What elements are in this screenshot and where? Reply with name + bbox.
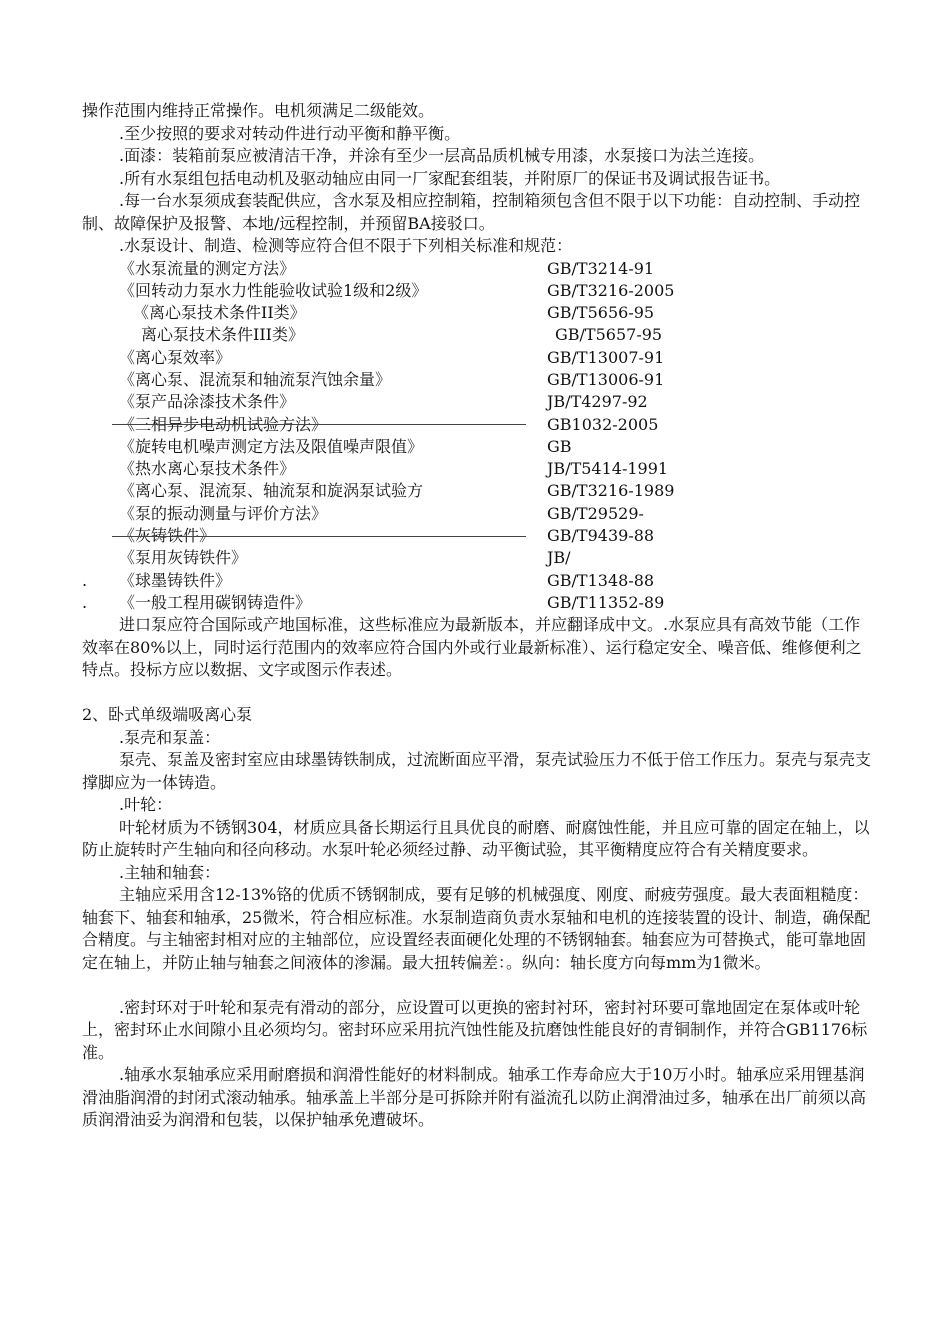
table-rule-line — [112, 536, 526, 537]
standard-marker — [82, 547, 119, 569]
standard-code: GB/T11352-89 — [547, 592, 665, 612]
standard-marker — [82, 347, 119, 369]
standard-name: 《旋转电机噪声测定方法及限值噪声限值》 — [119, 436, 424, 456]
spacer — [82, 682, 872, 705]
standard-marker — [82, 458, 119, 480]
standard-row — [82, 547, 872, 569]
standard-code: GB/T29529- — [547, 503, 644, 523]
intro-paragraph-1: 操作范围内维持正常操作。电机须满足二级能效。 — [82, 101, 435, 120]
standard-code: JB/T4297-92 — [547, 392, 648, 412]
section-title: 2、卧式单级端吸离心泵 — [82, 705, 253, 725]
standard-row — [82, 592, 872, 614]
standard-marker — [82, 480, 119, 502]
standard-marker: . — [82, 570, 88, 590]
bearing-paragraph: .轴承水泵轴承应采用耐磨损和润滑性能好的材料制成。轴承工作寿命应大于10万小时。轴承应采用锂基润滑油脂润滑的封闭式滚动轴承。轴承盖上半部分是可拆除并附有溢流孔以防止润滑油过多，轴承在出厂前须以高质润滑油妥为润滑和包装，以保护轴承免遭破坏。 — [82, 1065, 867, 1130]
standard-row — [82, 391, 872, 413]
standard-name: 《水泵流量的测定方法》 — [119, 258, 296, 278]
standard-code: JB/T5414-1991 — [547, 459, 669, 479]
standard-code: GB/T13006-91 — [547, 369, 665, 389]
standard-name: 离心泵技术条件III类》 — [141, 325, 304, 345]
standard-name: 《回转动力泵水力性能验收试验1级和2级》 — [119, 280, 428, 300]
standard-code: GB1032-2005 — [547, 414, 659, 434]
shaft-heading: .主轴和轴套： — [119, 862, 221, 882]
standard-name: 《离心泵技术条件II类》 — [133, 303, 306, 323]
intro-paragraph-5: .每一台水泵须成套装配供应，含水泵及相应控制箱，控制箱须包含但不限于以下功能：自动控制、手动控制、故障保护及报警、本地/远程控制，并预留BA接驳口。 — [82, 191, 861, 233]
standard-marker — [82, 503, 119, 525]
casing-heading: .泵壳和泵盖： — [119, 727, 221, 747]
standard-code: JB/ — [547, 548, 571, 568]
standard-code: GB/T3216-2005 — [547, 280, 675, 300]
standard-code: GB/T5656-95 — [547, 303, 655, 323]
standard-name: 《泵产品涂漆技术条件》 — [119, 392, 296, 412]
standard-row — [82, 280, 872, 302]
intro-paragraph-4: .所有水泵组包括电动机及驱动轴应由同一厂家配套组装，并附原厂的保证书及调试报告证书。 — [119, 168, 781, 188]
standard-name: 《一般工程用碳钢铸造件》 — [119, 592, 312, 612]
standard-code: GB/T13007-91 — [547, 347, 665, 367]
standard-name: 《球墨铸铁件》 — [119, 570, 232, 590]
standard-row — [82, 458, 872, 480]
standard-marker — [82, 258, 119, 280]
intro-paragraph-3: .面漆：装箱前泵应被清洁干净，并涂有至少一层高品质机械专用漆，水泵接口为法兰连接。 — [119, 146, 765, 165]
imported-pump-paragraph: 进口泵应符合国际或产地国标准，这些标准应为最新版本，并应翻译成中文。.水泵应具有高效节能（工作效率在80%以上，同时运行范围内的效率应符合国内外或行业最新标准）、运行稳定安全、噪音低、维修便利之特点。投标方应以数据、文字或图示作表述。 — [82, 615, 862, 680]
standard-code: GB/T3214-91 — [547, 258, 655, 278]
standard-code: GB/T1348-88 — [547, 570, 655, 590]
standard-name: 《泵的振动测量与评价方法》 — [119, 503, 328, 523]
standard-row — [82, 347, 872, 369]
standard-marker: . — [82, 592, 88, 612]
standard-marker — [82, 324, 119, 346]
shaft-paragraph: 主轴应采用含12-13%铬的优质不锈钢制成，要有足够的机械强度、刚度、耐疲劳强度。最大表面粗糙度：轴套下、轴套和轴承，25微米，符合相应标准。水泵制造商负责水泵轴和电机的连接装置的设计、制造，确保配合精度。与主轴密封相对应的主轴部位，应设置经表面硬化处理的不锈钢轴套。轴套应为可替换式，能可靠地固定在轴上，并防止轴与轴套之间液体的渗漏。最大扭转偏差：。纵向：轴长度方向每mm为1微米。 — [82, 885, 871, 972]
table-rule-line — [112, 424, 526, 425]
standard-row — [82, 324, 872, 346]
standard-row — [82, 302, 872, 324]
impeller-heading: .叶轮： — [119, 795, 173, 815]
standard-marker — [82, 391, 119, 413]
standard-marker — [82, 280, 119, 302]
standard-code: GB/T3216-1989 — [547, 481, 675, 501]
standard-name: 《离心泵效率》 — [119, 347, 232, 367]
standard-name: 《离心泵、混流泵和轴流泵汽蚀余量》 — [119, 369, 392, 389]
standard-row — [82, 369, 872, 391]
impeller-paragraph: 叶轮材质为不锈钢304，材质应具备长期运行且具优良的耐磨、耐腐蚀性能，并且应可靠的固定在轴上，以防止旋转时产生轴向和径向移动。水泵叶轮必须经过静、动平衡试验，其平衡精度应符合有关精度要求。 — [82, 817, 870, 860]
casing-paragraph: 泵壳、泵盖及密封室应由球墨铸铁制成，过流断面应平滑，泵壳试验压力不低于倍工作压力。泵壳与泵壳支撑脚应为一体铸造。 — [82, 750, 872, 792]
intro-paragraph-6: .水泵设计、制造、检测等应符合但不限于下列相关标准和规范： — [119, 236, 573, 255]
standard-code: GB/T5657-95 — [555, 325, 663, 345]
standard-name: 《热水离心泵技术条件》 — [119, 459, 296, 479]
standard-marker — [82, 302, 119, 324]
standard-row — [82, 436, 872, 458]
seal-ring-paragraph: .密封环对于叶轮和泵壳有滑动的部分，应设置可以更换的密封衬环，密封衬环要可靠地固定在泵体或叶轮上，密封环止水间隙小且必须均匀。密封环应采用抗汽蚀性能及抗磨蚀性能良好的青铜制作，并符合GB1176标准。 — [82, 997, 868, 1062]
standard-marker — [82, 436, 119, 458]
standard-marker — [82, 369, 119, 391]
standard-row — [82, 570, 872, 592]
intro-paragraph-2: .至少按照的要求对转动件进行动平衡和静平衡。 — [119, 123, 461, 143]
standard-name: 《三相异步电动机试验方法》 — [119, 414, 328, 434]
standard-row — [82, 503, 872, 525]
spacer — [82, 974, 872, 997]
standard-name: 《离心泵、混流泵、轴流泵和旋涡泵试验方 — [119, 481, 424, 501]
standard-code: GB — [547, 436, 572, 456]
standard-code: GB/T9439-88 — [547, 526, 655, 546]
standard-row — [82, 258, 872, 280]
standard-name: 《泵用灰铸铁件》 — [119, 548, 248, 568]
standard-row — [82, 480, 872, 502]
document-page — [82, 100, 872, 1132]
standards-list — [82, 258, 872, 615]
standard-name: 《灰铸铁件》 — [119, 526, 216, 546]
